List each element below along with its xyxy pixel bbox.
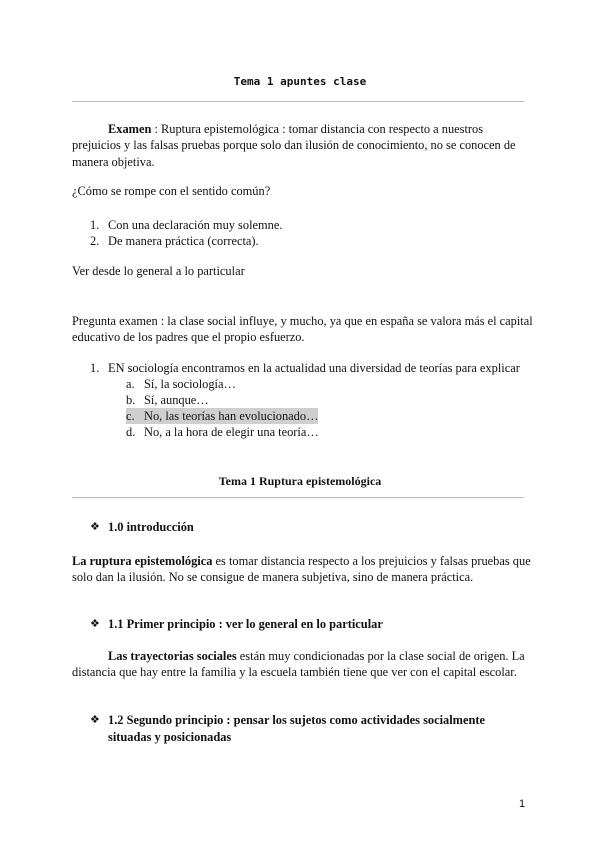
note-text: Ver desde lo general a lo particular bbox=[72, 264, 245, 278]
trayectorias-paragraph: Las trayectorias sociales están muy condicionadas por la clase social de origen. La distancia que hay entre la familia y la escuela también tiene que ver con el capital escolar. bbox=[72, 649, 525, 680]
exam-text: : Ruptura epistemológica : tomar distancia con respecto a nuestros prejuicios y las falsas pruebas porque solo dan ilusión de conocimiento, no se conocen de manera objetiva. bbox=[72, 122, 516, 169]
list-item: 1. Con una declaración muy solemne. bbox=[90, 218, 283, 232]
list-item: a. Sí, la sociología… bbox=[126, 377, 236, 391]
exam-paragraph bbox=[72, 121, 534, 170]
diamond-bullet-icon: ❖ bbox=[90, 617, 100, 630]
list-item: 1. EN sociología encontramos en la actualidad una diversidad de teorías para explicar bbox=[90, 361, 520, 375]
subsection-heading: 1.0 introducción bbox=[108, 520, 194, 534]
exam-label: Examen bbox=[108, 122, 152, 136]
highlighted-option: c. No, las teorías han evolucionado… bbox=[126, 409, 319, 423]
question-text: ¿Cómo se rompe con el sentido común? bbox=[72, 184, 271, 198]
subsection-heading: 1.1 Primer principio : ver lo general en lo particular bbox=[108, 617, 383, 631]
diamond-bullet-icon: ❖ bbox=[90, 520, 100, 533]
ruptura-paragraph: La ruptura epistemológica es tomar distancia respecto a los prejuicios y falsas pruebas que solo dan la ilusión. No se consigue de manera subjetiva, sino de manera práctica. bbox=[72, 554, 531, 585]
ruptura-term: La ruptura epistemológica bbox=[72, 554, 213, 568]
subsection-heading: 1.2 Segundo principio : pensar los sujetos como actividades socialmente situadas y posicionadas bbox=[108, 713, 486, 744]
exam-question-paragraph: Pregunta examen : la clase social influye, y mucho, ya que en españa se valora más el capital educativo de los padres que el propio esfuerzo. bbox=[72, 314, 533, 345]
title-divider bbox=[72, 101, 524, 102]
list-item: b. Sí, aunque… bbox=[126, 393, 209, 407]
diamond-bullet-icon: ❖ bbox=[90, 713, 100, 726]
page-title: Tema 1 apuntes clase bbox=[233, 75, 367, 88]
section-divider bbox=[72, 497, 524, 498]
list-item: d. No, a la hora de elegir una teoría… bbox=[126, 425, 319, 439]
trayectorias-term: Las trayectorias sociales bbox=[108, 649, 237, 663]
section-title: Tema 1 Ruptura epistemológica bbox=[218, 474, 382, 488]
list-item: 2. De manera práctica (correcta). bbox=[90, 234, 259, 248]
page-number: 1 bbox=[519, 798, 526, 810]
